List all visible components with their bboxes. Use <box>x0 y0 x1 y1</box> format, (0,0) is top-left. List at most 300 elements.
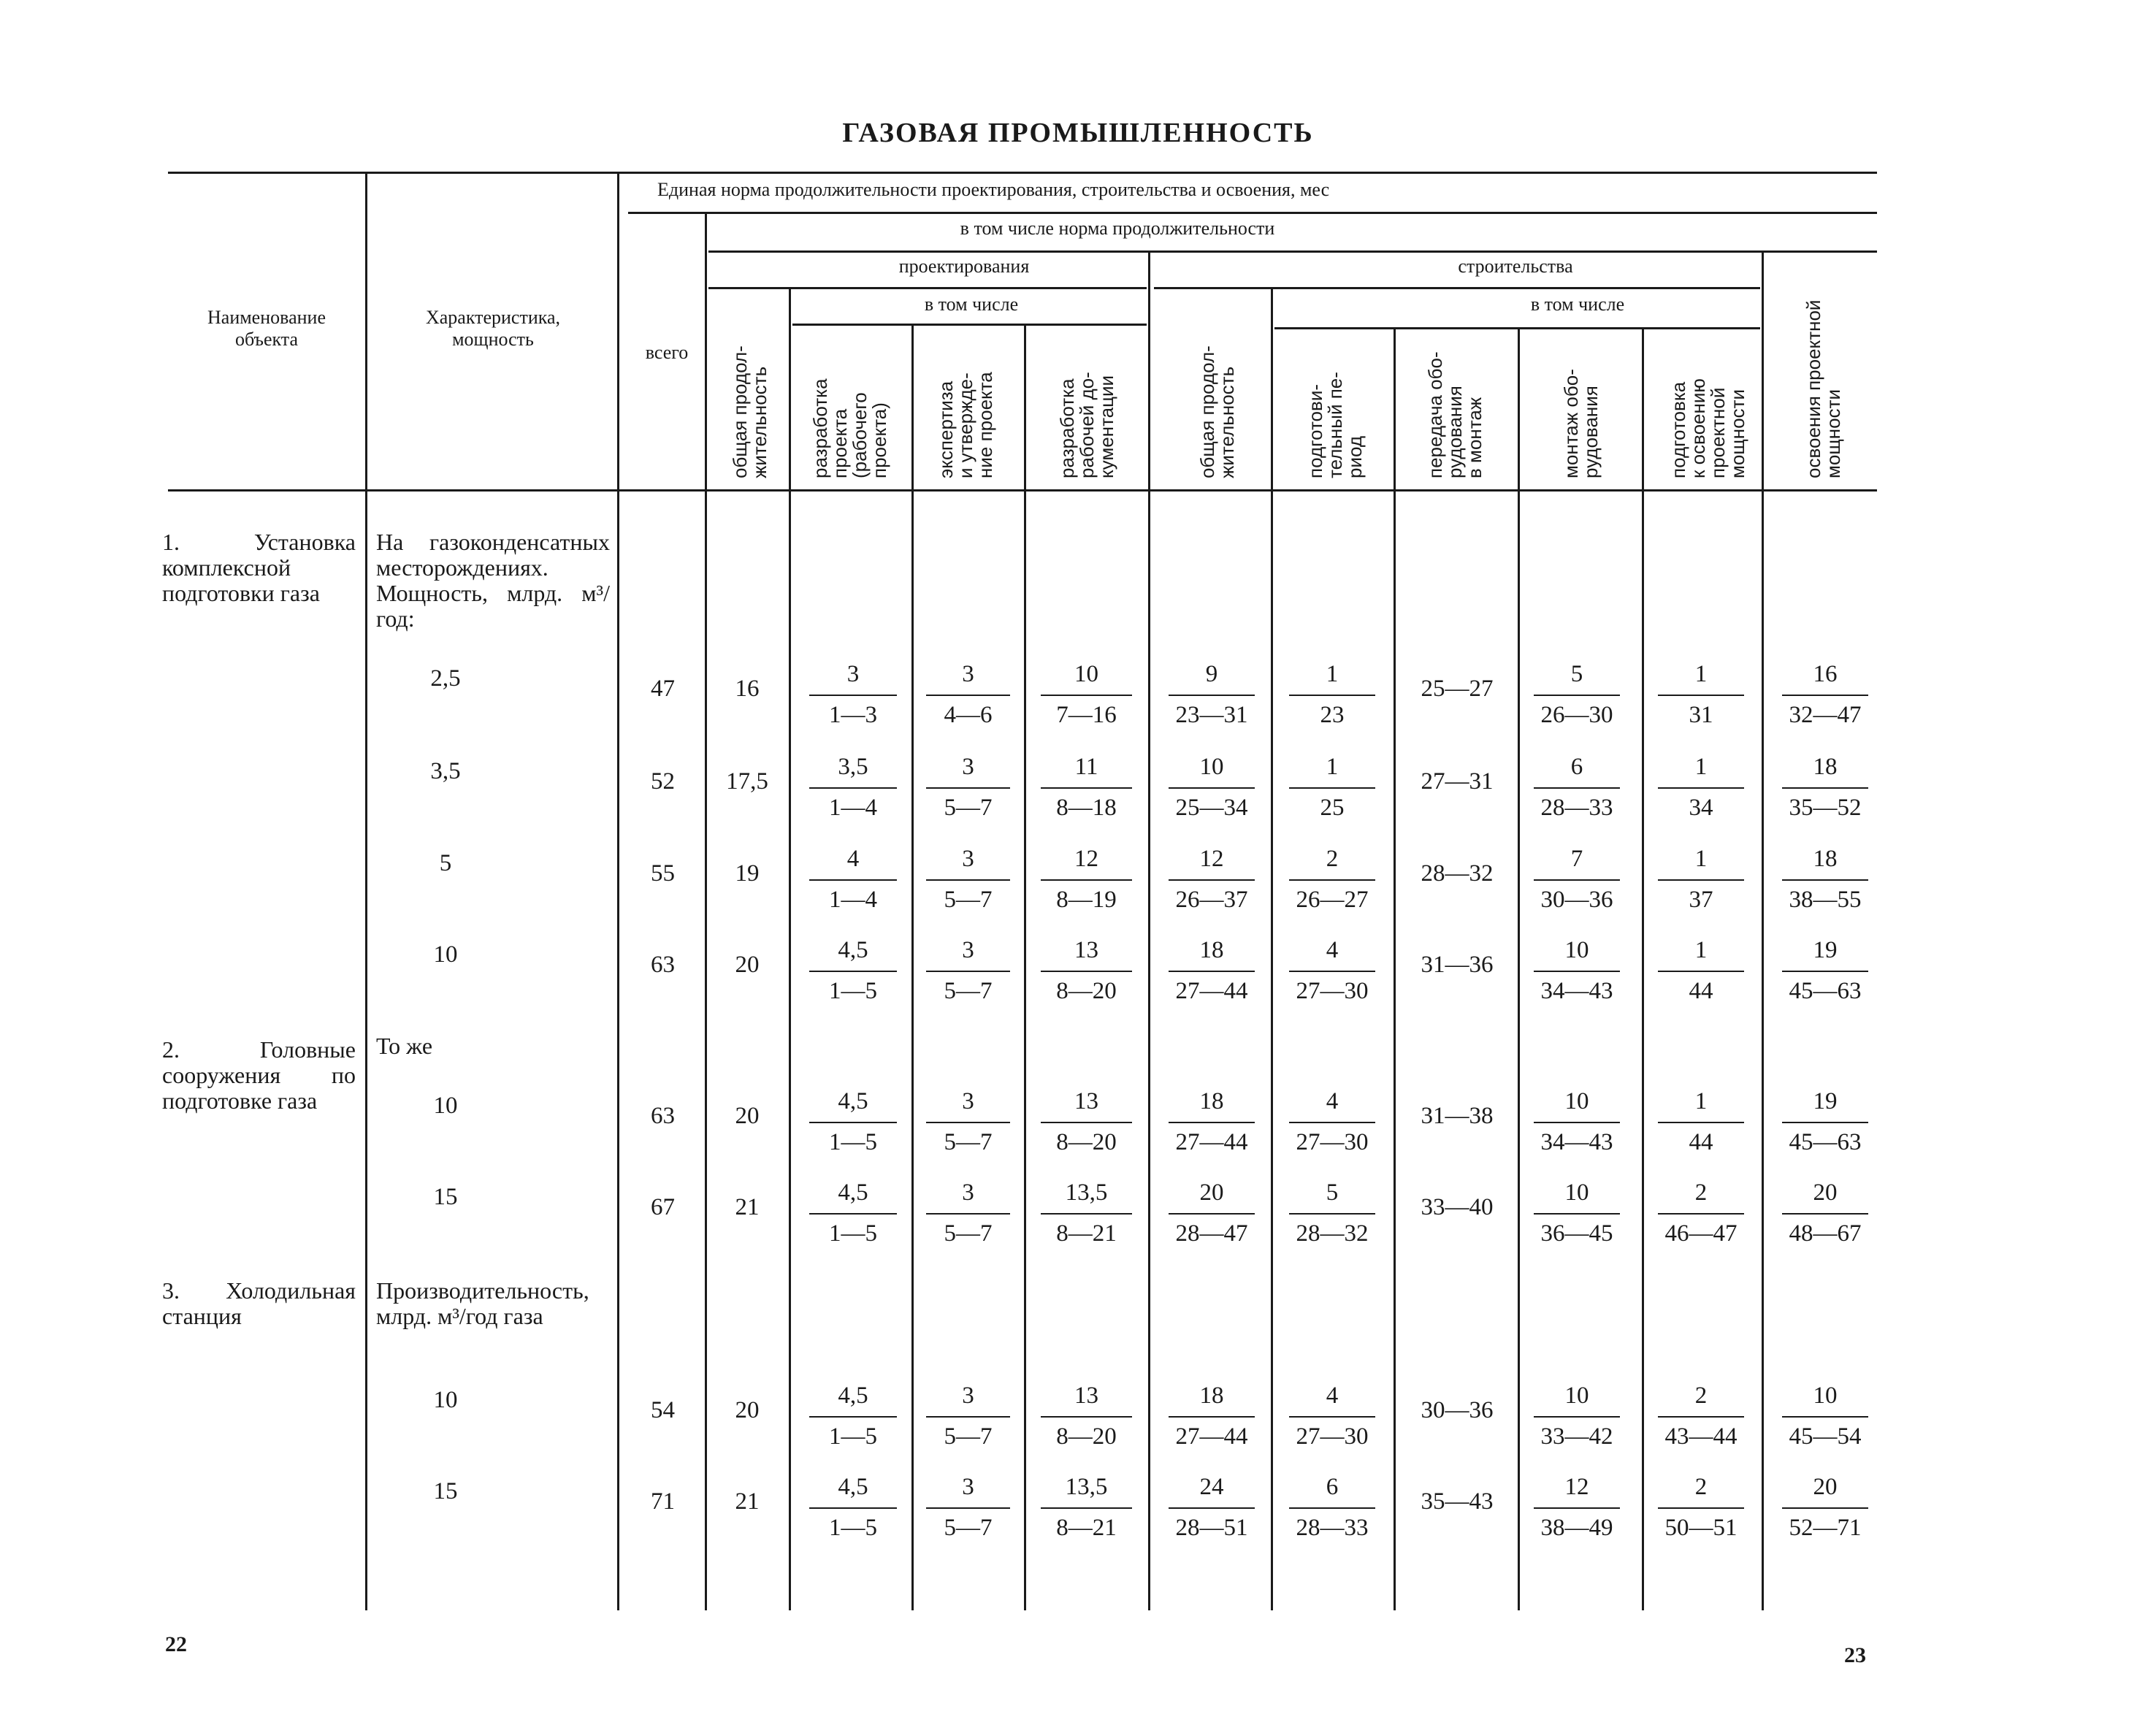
cell-b4 <box>1658 936 1744 1006</box>
object-name-2: 2. Головные сооружения по подготовке газа <box>162 1036 356 1114</box>
cell-design-total: 21 <box>735 1488 760 1515</box>
cell-total: 67 <box>651 1194 675 1220</box>
cell-b1 <box>1289 1178 1375 1248</box>
fraction-duration: 18 <box>1199 1382 1224 1409</box>
page-title: ГАЗОВАЯ ПРОМЫШЛЕННОСТЬ <box>842 118 1314 148</box>
cell-design-total: 16 <box>735 676 760 702</box>
vheader-build-1: подготови- тельный пе- риод <box>1304 372 1366 478</box>
cell-d2 <box>926 752 1010 822</box>
cell-m <box>1782 752 1868 822</box>
fraction-duration: 6 <box>1570 754 1583 780</box>
fraction-range: 1—5 <box>829 1423 877 1450</box>
fraction-bar <box>1041 1213 1132 1215</box>
fraction-bar <box>1041 879 1132 881</box>
fraction-bar <box>1534 787 1620 789</box>
cell-capacity: 10 <box>433 941 458 968</box>
fraction-range: 8—21 <box>1056 1515 1117 1541</box>
fraction-range: 25—34 <box>1175 795 1248 821</box>
fraction-range: 26—30 <box>1540 702 1613 728</box>
cell-b1 <box>1289 1087 1375 1157</box>
cell-build-transfer: 33—40 <box>1421 1194 1494 1220</box>
fraction-range: 1—5 <box>829 978 877 1004</box>
fraction-bar <box>1658 787 1744 789</box>
fraction-duration: 4,5 <box>838 937 868 963</box>
cell-b1 <box>1289 659 1375 730</box>
vheader-build-4: подготовка к освоению проектной мощности <box>1667 378 1748 478</box>
cell-design-total: 21 <box>735 1194 760 1220</box>
vheader-build-total: общая продол- жительность <box>1196 345 1238 478</box>
fraction-duration: 2 <box>1326 846 1339 872</box>
cell-bt <box>1169 1087 1255 1157</box>
fraction-duration: 18 <box>1199 937 1224 963</box>
fraction-range: 34 <box>1689 795 1713 821</box>
fraction-bar <box>1169 1213 1255 1215</box>
fraction-duration: 4,5 <box>838 1179 868 1206</box>
fraction-duration: 13 <box>1074 1088 1098 1114</box>
fraction-bar <box>1289 787 1375 789</box>
header-name: Наименование объекта <box>207 307 326 350</box>
fraction-duration: 3 <box>962 1088 974 1114</box>
fraction-range: 1—4 <box>829 887 877 913</box>
fraction-duration: 13,5 <box>1065 1474 1108 1500</box>
cell-capacity: 3,5 <box>430 758 461 784</box>
cell-bt <box>1169 659 1255 730</box>
cell-m <box>1782 1381 1868 1451</box>
fraction-bar <box>1782 879 1868 881</box>
cell-design-total: 17,5 <box>726 768 768 795</box>
cell-bt <box>1169 936 1255 1006</box>
fraction-duration: 10 <box>1199 754 1224 780</box>
fraction-duration: 16 <box>1813 661 1838 687</box>
fraction-bar <box>809 971 897 972</box>
header-design-incl: в том числе <box>924 294 1019 315</box>
cell-capacity: 10 <box>433 1387 458 1413</box>
cell-b3 <box>1534 936 1620 1006</box>
fraction-bar <box>1658 1122 1744 1123</box>
rule-design-build <box>708 250 1877 253</box>
cell-d3 <box>1041 1087 1132 1157</box>
header-char: Характеристика, мощность <box>425 307 561 350</box>
fraction-bar <box>1782 1122 1868 1123</box>
header-top: Единая норма продолжительности проектирования, строительства и освоения, мес <box>657 179 1330 200</box>
fraction-range: 43—44 <box>1664 1423 1738 1450</box>
cell-m <box>1782 659 1868 730</box>
fraction-bar <box>1041 787 1132 789</box>
cell-d1 <box>809 1087 897 1157</box>
fraction-duration: 3 <box>962 1382 974 1409</box>
fraction-duration: 18 <box>1813 846 1838 872</box>
fraction-bar <box>1169 787 1255 789</box>
fraction-range: 35—52 <box>1789 795 1862 821</box>
cell-build-transfer: 31—36 <box>1421 952 1494 978</box>
fraction-range: 8—20 <box>1056 978 1117 1004</box>
fraction-range: 38—49 <box>1540 1515 1613 1541</box>
fraction-range: 28—33 <box>1540 795 1613 821</box>
fraction-range: 26—27 <box>1296 887 1369 913</box>
cell-build-transfer: 28—32 <box>1421 860 1494 887</box>
fraction-bar <box>809 879 897 881</box>
fraction-bar <box>1289 879 1375 881</box>
fraction-duration: 10 <box>1564 1382 1589 1409</box>
rule-incl <box>628 212 1877 214</box>
fraction-bar <box>809 695 897 696</box>
fraction-range: 32—47 <box>1789 702 1862 728</box>
header-total: всего <box>645 342 689 363</box>
fraction-range: 27—30 <box>1296 978 1369 1004</box>
object-char-2: То же <box>376 1033 433 1059</box>
fraction-duration: 3,5 <box>838 754 868 780</box>
fraction-range: 44 <box>1689 1129 1713 1155</box>
rule-design-sub <box>792 324 1147 326</box>
cell-b1 <box>1289 844 1375 914</box>
fraction-bar <box>1782 695 1868 696</box>
fraction-duration: 4,5 <box>838 1088 868 1114</box>
fraction-bar <box>1169 695 1255 696</box>
object-name-1: 1. Установка комплексной подготовки газа <box>162 529 356 606</box>
fraction-duration: 19 <box>1813 937 1838 963</box>
fraction-bar <box>1658 695 1744 696</box>
vline-b4 <box>1762 250 1764 1610</box>
fraction-range: 1—4 <box>829 795 877 821</box>
cell-m <box>1782 936 1868 1006</box>
fraction-duration: 5 <box>1326 1179 1339 1206</box>
fraction-range: 34—43 <box>1540 1129 1613 1155</box>
cell-b4 <box>1658 1087 1744 1157</box>
fraction-range: 50—51 <box>1664 1515 1738 1541</box>
cell-b3 <box>1534 1381 1620 1451</box>
fraction-duration: 3 <box>962 846 974 872</box>
fraction-range: 5—7 <box>944 978 993 1004</box>
cell-total: 54 <box>651 1397 675 1423</box>
fraction-duration: 1 <box>1694 846 1708 872</box>
fraction-bar <box>1534 971 1620 972</box>
fraction-duration: 13 <box>1074 1382 1098 1409</box>
fraction-range: 28—32 <box>1296 1220 1369 1247</box>
fraction-range: 5—7 <box>944 1220 993 1247</box>
fraction-bar <box>926 1213 1010 1215</box>
fraction-range: 5—7 <box>944 795 993 821</box>
fraction-bar <box>1782 787 1868 789</box>
cell-capacity: 15 <box>433 1184 458 1210</box>
vline-b3 <box>1642 327 1644 1610</box>
fraction-duration: 1 <box>1694 1088 1708 1114</box>
fraction-range: 28—47 <box>1175 1220 1248 1247</box>
fraction-bar <box>926 971 1010 972</box>
cell-d2 <box>926 844 1010 914</box>
cell-bt <box>1169 1472 1255 1542</box>
fraction-bar <box>1289 971 1375 972</box>
vheader-build-2: передача обо- рудования в монтаж <box>1424 351 1486 478</box>
cell-b4 <box>1658 1178 1744 1248</box>
cell-b3 <box>1534 1472 1620 1542</box>
fraction-range: 31 <box>1689 702 1713 728</box>
fraction-bar <box>1169 1416 1255 1418</box>
cell-b3 <box>1534 752 1620 822</box>
fraction-duration: 3 <box>962 661 974 687</box>
fraction-duration: 10 <box>1564 937 1589 963</box>
cell-b3 <box>1534 1087 1620 1157</box>
fraction-bar <box>1041 1507 1132 1509</box>
fraction-duration: 9 <box>1205 661 1218 687</box>
rule-build-incl <box>1154 287 1760 289</box>
fraction-duration: 18 <box>1199 1088 1224 1114</box>
cell-total: 71 <box>651 1488 675 1515</box>
fraction-bar <box>1534 695 1620 696</box>
vheader-design-total: общая продол- жительность <box>729 345 771 478</box>
fraction-range: 30—36 <box>1540 887 1613 913</box>
fraction-duration: 12 <box>1564 1474 1589 1500</box>
cell-m <box>1782 1472 1868 1542</box>
page-number-left: 22 <box>165 1632 187 1656</box>
header-design: проектирования <box>898 256 1030 277</box>
cell-bt <box>1169 1381 1255 1451</box>
fraction-duration: 19 <box>1813 1088 1838 1114</box>
cell-capacity: 15 <box>433 1478 458 1504</box>
fraction-range: 25 <box>1320 795 1345 821</box>
fraction-bar <box>1782 1416 1868 1418</box>
vline-d2 <box>1024 324 1026 1610</box>
vheader-design-1: разработка проекта (рабочего проекта) <box>809 378 890 478</box>
cell-build-transfer: 30—36 <box>1421 1397 1494 1423</box>
fraction-bar <box>1782 1213 1868 1215</box>
fraction-duration: 4,5 <box>838 1474 868 1500</box>
cell-design-total: 20 <box>735 1397 760 1423</box>
fraction-duration: 4,5 <box>838 1382 868 1409</box>
fraction-bar <box>1658 1507 1744 1509</box>
vline-dt <box>789 287 791 1610</box>
vline-b1 <box>1394 327 1396 1610</box>
fraction-bar <box>1169 1507 1255 1509</box>
fraction-range: 34—43 <box>1540 978 1613 1004</box>
fraction-range: 8—21 <box>1056 1220 1117 1247</box>
fraction-duration: 1 <box>1694 937 1708 963</box>
cell-capacity: 5 <box>439 850 452 876</box>
cell-design-total: 19 <box>735 860 760 887</box>
cell-b1 <box>1289 1472 1375 1542</box>
fraction-bar <box>1289 1507 1375 1509</box>
cell-total: 55 <box>651 860 675 887</box>
fraction-bar <box>1289 1213 1375 1215</box>
fraction-bar <box>926 1507 1010 1509</box>
fraction-duration: 2 <box>1694 1382 1708 1409</box>
fraction-bar <box>1289 1122 1375 1123</box>
fraction-duration: 4 <box>1326 1088 1339 1114</box>
vheader-build-3: монтаж обо- рудования <box>1560 369 1602 478</box>
fraction-bar <box>926 1122 1010 1123</box>
object-char-1: На газоконденсатных месторождениях. Мощность, млрд. м³/год: <box>376 529 610 632</box>
cell-capacity: 2,5 <box>430 665 461 692</box>
fraction-bar <box>1534 879 1620 881</box>
fraction-bar <box>926 695 1010 696</box>
cell-capacity: 10 <box>433 1093 458 1119</box>
cell-d1 <box>809 1381 897 1451</box>
fraction-range: 33—42 <box>1540 1423 1613 1450</box>
fraction-duration: 4 <box>846 846 860 872</box>
fraction-range: 1—5 <box>829 1129 877 1155</box>
fraction-duration: 3 <box>962 1179 974 1206</box>
cell-b4 <box>1658 659 1744 730</box>
fraction-range: 5—7 <box>944 887 993 913</box>
fraction-duration: 12 <box>1074 846 1098 872</box>
cell-b1 <box>1289 752 1375 822</box>
fraction-bar <box>809 1122 897 1123</box>
cell-bt <box>1169 1178 1255 1248</box>
fraction-duration: 2 <box>1694 1179 1708 1206</box>
cell-b3 <box>1534 659 1620 730</box>
fraction-range: 28—51 <box>1175 1515 1248 1541</box>
fraction-bar <box>809 1213 897 1215</box>
fraction-duration: 10 <box>1564 1088 1589 1114</box>
fraction-range: 27—44 <box>1175 1129 1248 1155</box>
cell-d3 <box>1041 752 1132 822</box>
fraction-bar <box>1169 971 1255 972</box>
fraction-bar <box>1658 971 1744 972</box>
table-top-rule <box>168 172 1877 174</box>
fraction-bar <box>809 1416 897 1418</box>
vline-name <box>365 172 367 1610</box>
cell-d1 <box>809 1472 897 1542</box>
cell-total: 63 <box>651 1103 675 1129</box>
vheader-mastery: освоения проектной мощности <box>1803 299 1844 478</box>
fraction-range: 36—45 <box>1540 1220 1613 1247</box>
fraction-duration: 1 <box>1694 661 1708 687</box>
cell-total: 63 <box>651 952 675 978</box>
vline-d1 <box>911 324 914 1610</box>
cell-bt <box>1169 752 1255 822</box>
cell-b1 <box>1289 936 1375 1006</box>
fraction-bar <box>1534 1507 1620 1509</box>
cell-total: 47 <box>651 676 675 702</box>
fraction-range: 52—71 <box>1789 1515 1862 1541</box>
fraction-bar <box>926 1416 1010 1418</box>
fraction-range: 27—44 <box>1175 1423 1248 1450</box>
cell-build-transfer: 27—31 <box>1421 768 1494 795</box>
header-incl: в том числе норма продолжительности <box>960 218 1275 239</box>
fraction-range: 26—37 <box>1175 887 1248 913</box>
fraction-range: 38—55 <box>1789 887 1862 913</box>
fraction-range: 45—54 <box>1789 1423 1862 1450</box>
cell-m <box>1782 1087 1868 1157</box>
cell-d2 <box>926 936 1010 1006</box>
fraction-range: 5—7 <box>944 1515 993 1541</box>
cell-d3 <box>1041 1178 1132 1248</box>
fraction-bar <box>809 787 897 789</box>
vheader-design-2: экспертиза и утвержде- ние проекта <box>935 372 996 478</box>
vline-b2 <box>1518 327 1520 1610</box>
fraction-range: 37 <box>1689 887 1713 913</box>
fraction-range: 8—18 <box>1056 795 1117 821</box>
cell-b4 <box>1658 752 1744 822</box>
fraction-bar <box>1534 1213 1620 1215</box>
fraction-range: 46—47 <box>1664 1220 1738 1247</box>
cell-d2 <box>926 1087 1010 1157</box>
cell-build-transfer: 31—38 <box>1421 1103 1494 1129</box>
fraction-duration: 20 <box>1199 1179 1224 1206</box>
fraction-duration: 10 <box>1813 1382 1838 1409</box>
cell-b3 <box>1534 1178 1620 1248</box>
fraction-duration: 18 <box>1813 754 1838 780</box>
fraction-duration: 1 <box>1326 661 1339 687</box>
cell-total: 52 <box>651 768 675 795</box>
cell-d1 <box>809 1178 897 1248</box>
fraction-bar <box>1041 695 1132 696</box>
cell-d2 <box>926 659 1010 730</box>
fraction-bar <box>1169 1122 1255 1123</box>
cell-d3 <box>1041 1381 1132 1451</box>
fraction-bar <box>1041 971 1132 972</box>
fraction-duration: 6 <box>1326 1474 1339 1500</box>
fraction-range: 1—5 <box>829 1515 877 1541</box>
fraction-bar <box>926 879 1010 881</box>
fraction-bar <box>1169 879 1255 881</box>
fraction-bar <box>1289 1416 1375 1418</box>
cell-design-total: 20 <box>735 952 760 978</box>
fraction-range: 45—63 <box>1789 978 1862 1004</box>
cell-bt <box>1169 844 1255 914</box>
fraction-duration: 20 <box>1813 1474 1838 1500</box>
cell-d3 <box>1041 1472 1132 1542</box>
fraction-range: 8—19 <box>1056 887 1117 913</box>
fraction-duration: 3 <box>962 754 974 780</box>
fraction-range: 44 <box>1689 978 1713 1004</box>
cell-d2 <box>926 1472 1010 1542</box>
fraction-range: 5—7 <box>944 1423 993 1450</box>
cell-b1 <box>1289 1381 1375 1451</box>
fraction-bar <box>1658 879 1744 881</box>
cell-b4 <box>1658 1472 1744 1542</box>
fraction-duration: 13,5 <box>1065 1179 1108 1206</box>
fraction-range: 1—3 <box>829 702 877 728</box>
fraction-duration: 2 <box>1694 1474 1708 1500</box>
vline-bt <box>1271 287 1273 1610</box>
fraction-bar <box>1658 1213 1744 1215</box>
fraction-range: 27—30 <box>1296 1423 1369 1450</box>
fraction-duration: 3 <box>962 937 974 963</box>
fraction-duration: 10 <box>1564 1179 1589 1206</box>
header-build: строительства <box>1458 256 1573 277</box>
fraction-duration: 11 <box>1074 754 1098 780</box>
cell-m <box>1782 1178 1868 1248</box>
object-char-3: Производительность, млрд. м³/год газа <box>376 1277 589 1329</box>
vline-d3 <box>1148 250 1150 1610</box>
header-bottom-rule <box>168 489 1877 492</box>
cell-d1 <box>809 752 897 822</box>
fraction-bar <box>1782 1507 1868 1509</box>
cell-d1 <box>809 936 897 1006</box>
fraction-bar <box>809 1507 897 1509</box>
fraction-duration: 12 <box>1199 846 1224 872</box>
page-number-right: 23 <box>1844 1643 1866 1667</box>
cell-b3 <box>1534 844 1620 914</box>
cell-d2 <box>926 1178 1010 1248</box>
fraction-range: 45—63 <box>1789 1129 1862 1155</box>
fraction-range: 7—16 <box>1056 702 1117 728</box>
fraction-range: 48—67 <box>1789 1220 1862 1247</box>
cell-design-total: 20 <box>735 1103 760 1129</box>
cell-b4 <box>1658 844 1744 914</box>
fraction-duration: 5 <box>1570 661 1583 687</box>
fraction-range: 4—6 <box>944 702 993 728</box>
cell-d3 <box>1041 659 1132 730</box>
header-build-incl: в том числе <box>1530 294 1625 315</box>
cell-d3 <box>1041 844 1132 914</box>
fraction-bar <box>1782 971 1868 972</box>
fraction-range: 28—33 <box>1296 1515 1369 1541</box>
fraction-duration: 7 <box>1570 846 1583 872</box>
fraction-range: 27—44 <box>1175 978 1248 1004</box>
fraction-duration: 1 <box>1694 754 1708 780</box>
cell-d3 <box>1041 936 1132 1006</box>
